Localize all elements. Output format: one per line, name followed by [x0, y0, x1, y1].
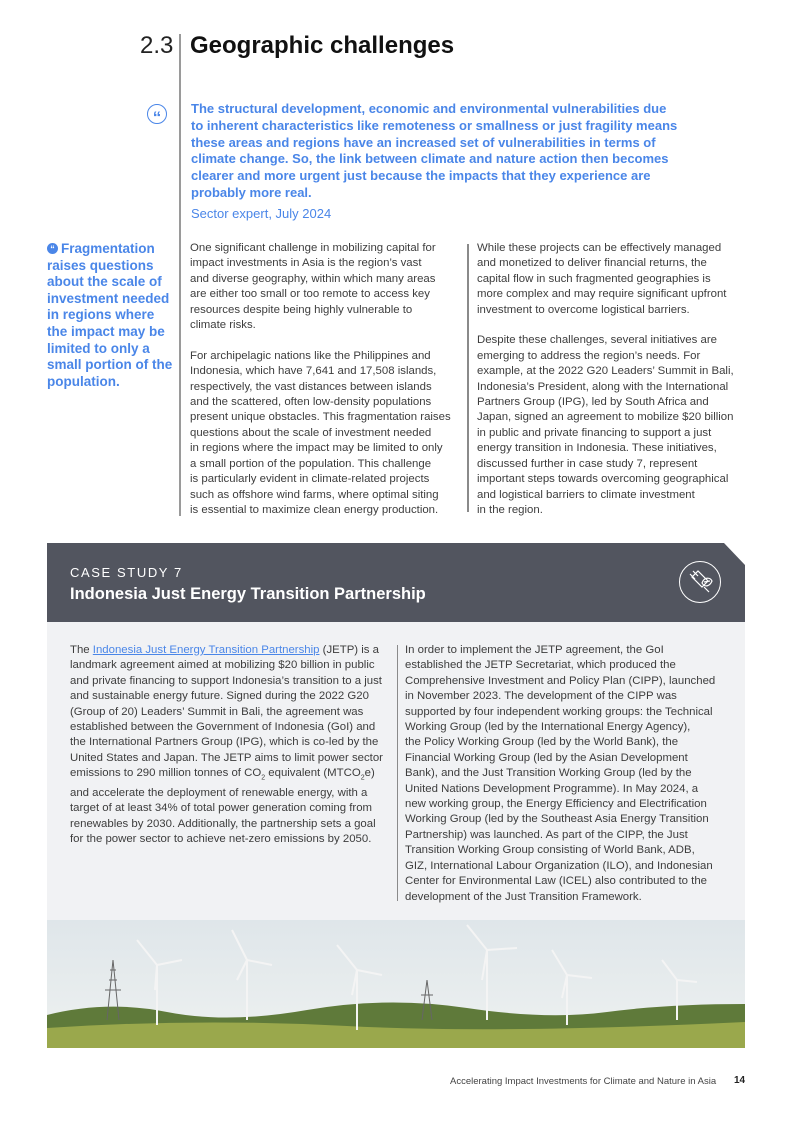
page-number: 14	[734, 1075, 746, 1086]
case-study-banner	[47, 543, 745, 622]
subscript: 2	[360, 774, 365, 782]
energy-plug-leaf-icon	[678, 560, 722, 604]
divider	[467, 244, 469, 512]
text: equivalent (MTCO	[265, 767, 361, 780]
pullquote-text: Fragmentation raises questions about the scale of investment needed in regions where the impact may be limited to only a small portion of the population.	[47, 241, 173, 389]
footer-title: Accelerating Impact Investments for Climate and Nature in Asia	[450, 1076, 717, 1087]
expert-quote: The structural development, economic and environmental vulnerabilities due to inherent characteristics like remoteness or smallness or just fragility means these areas and regions have an increased set of vulnerabilities in terms of climate change. So, the link between climate and nature action then becomes clearer and more urgent just because the impacts that they experience are probably more real.	[191, 101, 678, 200]
case-study-column-2: In order to implement the JETP agreement, the GoI established the JETP Secretariat, which produced the Comprehensive Investment and Policy Plan (CIPP), launched in November 2023. The development of the CIPP was supported by four independent working groups: the Technical Working Group (led by the International Energy Agency), the Policy Working Group (led by the World Bank), the Financial Working Group (led by the Asian Development Bank), and the Just Transition Working Group (led by the United Nations Development Programme). In May 2024, a new working group, the Energy Efficiency and Electrification Working Group (led by the Southeast Asia Energy Transition Partnership) was launched. As part of the CIPP, the Just Transition Working Group consisting of World Bank, ADB, GIZ, International Labour Organization (ILO), and Indonesian Center for Environmental Law (ICEL) also contributed to the development of the Just Transition Framework.	[405, 644, 716, 903]
section-number: 2.3	[140, 32, 174, 59]
section-title: Geographic challenges	[190, 32, 455, 59]
quote-icon: “	[147, 104, 167, 124]
case-study-label: CASE STUDY 7	[70, 565, 183, 580]
wind-farm-photo	[47, 920, 745, 1048]
text: e) and accelerate the deployment of renewable energy, with a target of at least 34% of total power generation coming from renewables by 2030. Additionally, the partnership sets a goal for the power sector to achieve net-zero emissions by 2050.	[70, 767, 376, 846]
text: (JETP) is a landmark agreement aimed at mobilizing $20 billion in public and private financing to support Indonesia’s transition to a just and sustainable energy future. Signed during the 2022 G20 (Group of 20) Leaders’ Summit in Bali, the agreement was established between the Government of Indonesia (GoI) and the International Partners Group (IPG), which is co-led by the United States and Japan. The JETP aims to limit power sector emissions to 290 million tonnes of CO	[70, 644, 383, 780]
body-column-1: One significant challenge in mobilizing capital for impact investments in Asia is the region’s vast and diverse geography, within which many areas are either too small or too remote to access key resources despite being highly vulnerable to climate risks. For archipelagic nations like the Philippines and Indonesia, which have 7,641 and 17,508 islands, respectively, the vast distances between islands and the scattered, often low-density populations present unique obstacles. This fragmentation raises questions about the scale of investment needed in regions where the impact may be limited to only a small portion of the population. This challenge is particularly evident in climate-related projects such as offshore wind farms, where optimal siting is essential to maximize clean energy production.	[190, 242, 451, 516]
text: The	[70, 644, 93, 656]
divider	[179, 34, 181, 516]
jetp-link[interactable]: Indonesia Just Energy Transition Partnership	[92, 644, 320, 656]
divider	[397, 645, 398, 901]
pullquote	[47, 241, 175, 390]
quote-attribution: Sector expert, July 2024	[191, 206, 332, 221]
quote-icon: “	[47, 243, 58, 254]
body-column-2: While these projects can be effectively managed and monetized to deliver financial returns, the capital flow in such fragmented geographies is more complex and may require significant upfront investment to overcome logistical barriers. Despite these challenges, several initiatives are emerging to address the region’s needs. For example, at the 2022 G20 Leaders’ Summit in Bali, Indonesia’s President, along with the International Partners Group (IPG), led by South Africa and Japan, signed an agreement to mobilize $20 billion in public and private financing to support a just energy transition in Indonesia. These initiatives, discussed further in case study 7, represent important steps towards overcoming geographical and logistical barriers to climate investment in the region.	[477, 242, 734, 516]
case-study-title: Indonesia Just Energy Transition Partnership	[70, 585, 426, 603]
subscript: 2	[261, 774, 266, 782]
case-study-column-1	[70, 643, 400, 848]
